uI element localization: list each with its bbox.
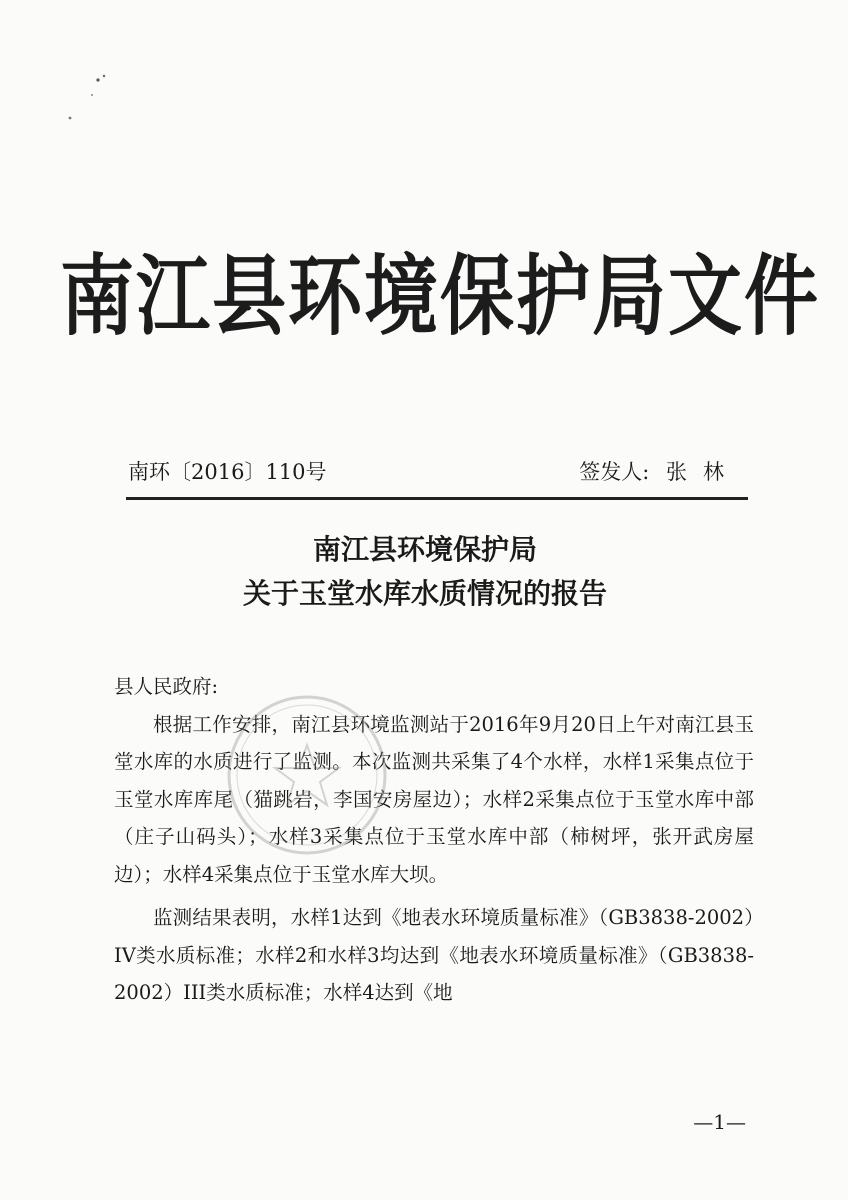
report-title-line-1: 南江县环境保护局	[312, 533, 537, 566]
header-divider	[126, 497, 748, 500]
report-title-line-2: 关于玉堂水库水质情况的报告	[242, 577, 607, 610]
masthead-title: 南江县环境保护局文件	[60, 246, 820, 348]
document-number: 南环〔2016〕110号	[128, 460, 327, 484]
report-body	[114, 668, 754, 1012]
signer-label: 签发人:	[579, 460, 650, 484]
page-number: —1—	[693, 1110, 746, 1134]
body-paragraph-1: 根据工作安排，南江县环境监测站于2016年9月20日上午对南江县玉堂水库的水质进行了监测。本次监测共采集了4个水样，水样1采集点位于玉堂水库库尾（猫跳岩，李国安房屋边）；水样2采集点位于玉堂水库中部（庄子山码头）；水样3采集点位于玉堂水库中部（柿树坪，张开武房屋边）；水样4采集点位于玉堂水库大坝。	[114, 712, 754, 886]
report-title	[100, 528, 750, 616]
signer-name: 张林	[666, 460, 740, 484]
addressee: 县人民政府:	[114, 675, 219, 698]
document-info-line	[128, 452, 748, 492]
signer-block	[579, 452, 740, 492]
body-paragraph-2: 监测结果表明，水样1达到《地表水环境质量标准》（GB3838-2002）IV类水质标准；水样2和水样3均达到《地表水环境质量标准》（GB3838-2002）III类水质标准；水样4达到《地	[114, 906, 754, 1004]
